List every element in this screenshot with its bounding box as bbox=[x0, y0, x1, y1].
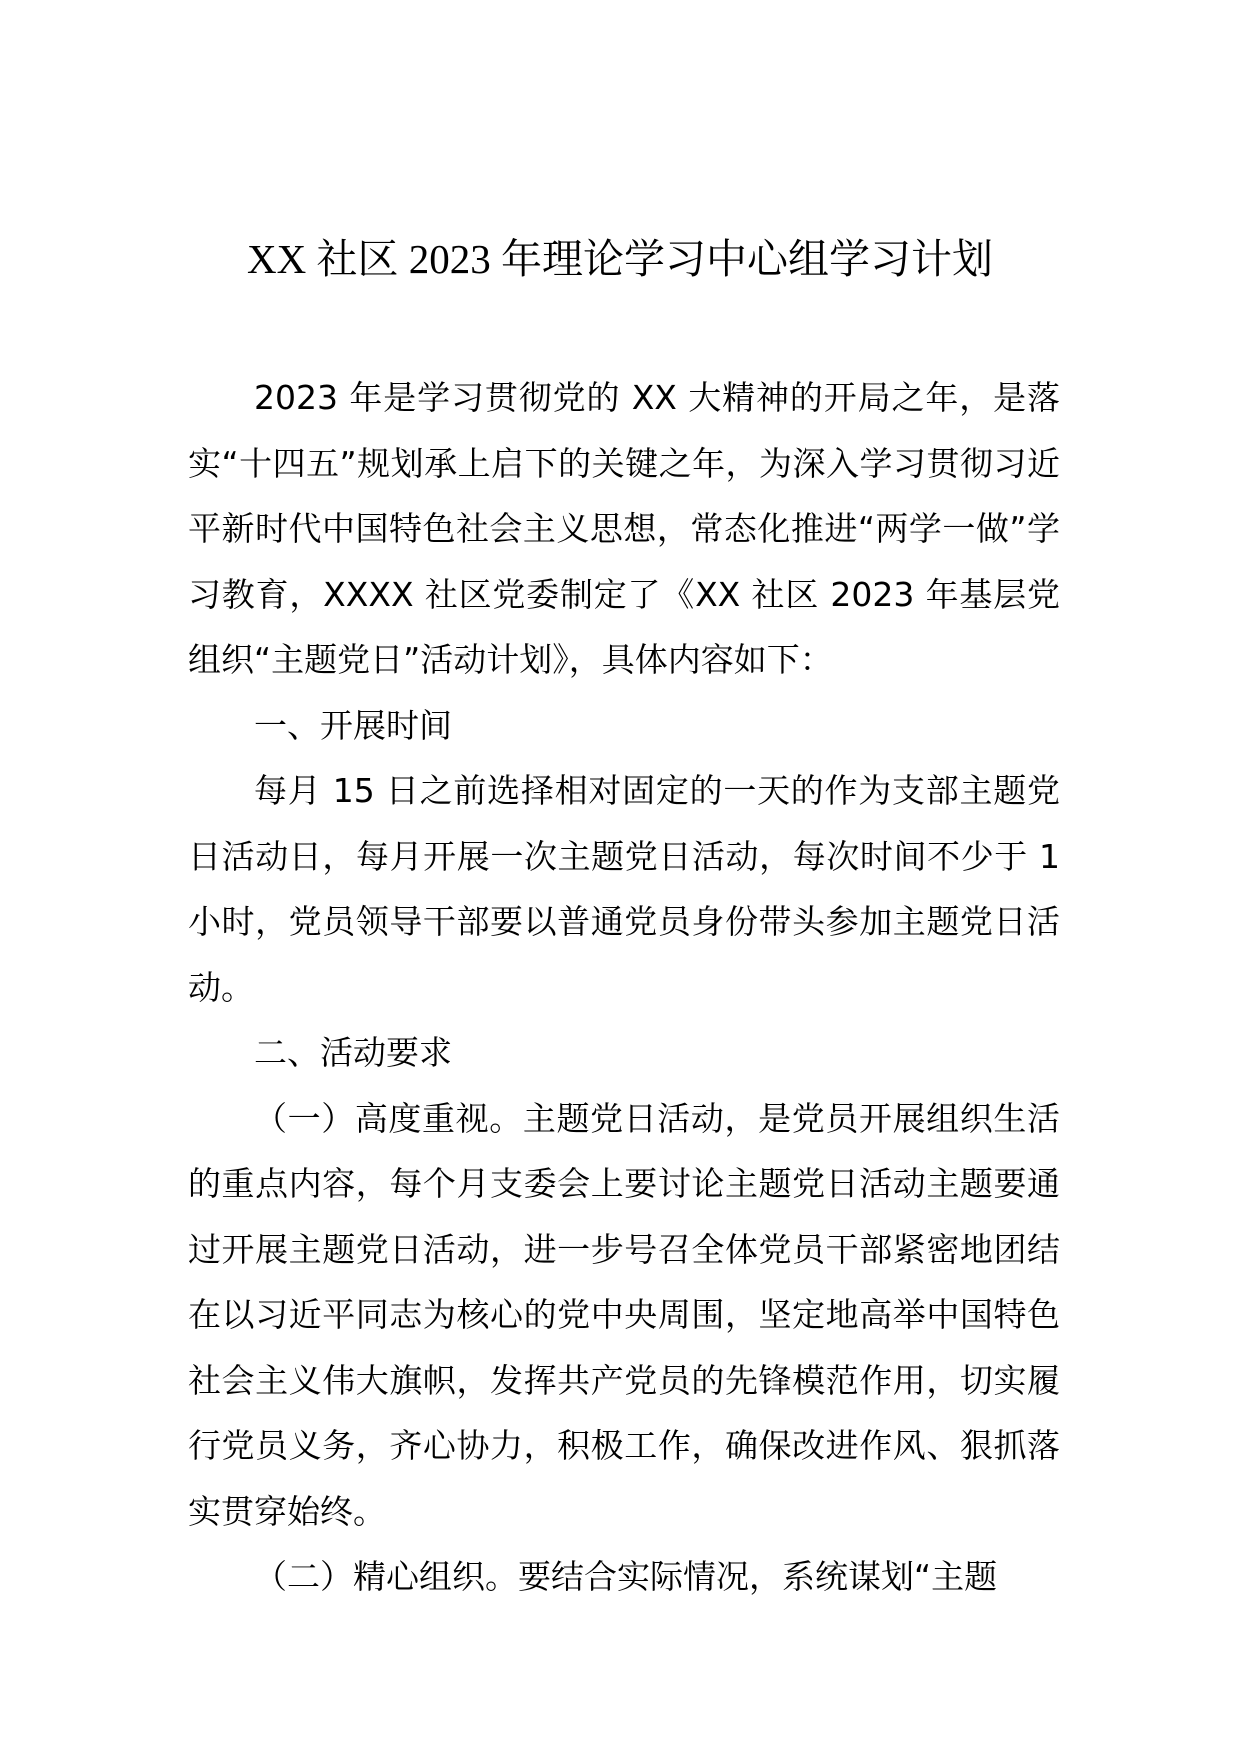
document-body bbox=[188, 365, 1060, 1610]
heading-requirements: 二、活动要求 bbox=[254, 1033, 452, 1072]
document-title: XX 社区 2023 年理论学习中心组学习计划 bbox=[247, 236, 993, 282]
paragraph-requirement-1: （一）高度重视。主题党日活动，是党员开展组织生活的重点内容，每个月支委会上要讨论主题党日活动主题要通过开展主题党日活动，进一步号召全体党员干部紧密地团结在以习近平同志为核心的党中央周围，坚定地高举中国特色社会主义伟大旗帜，发挥共产党员的先锋模范作用，切实履行党员义务，齐心协力，积极工作，确保改进作风、狠抓落实贯穿始终。 bbox=[188, 1098, 1060, 1531]
paragraph-intro: 2023 年是学习贯彻党的 XX 大精神的开局之年，是落实“十四五”规划承上启下的关键之年，为深入学习贯彻习近平新时代中国特色社会主义思想，常态化推进“两学一做”学习教育，XXXX 社区党委制定了《XX 社区 2023 年基层党组织“主题党日”活动计划》，具体内容如下： bbox=[188, 378, 1060, 679]
heading-schedule: 一、开展时间 bbox=[254, 705, 452, 745]
paragraph-schedule: 每月 15 日之前选择相对固定的一天的作为支部主题党日活动日，每月开展一次主题党日活动，每次时间不少于 1 小时，党员领导干部要以普通党员身份带头参加主题党日活动。 bbox=[188, 771, 1060, 1007]
paragraph-requirement-2: （二）精心组织。要结合实际情况，系统谋划“主题 bbox=[254, 1557, 998, 1596]
